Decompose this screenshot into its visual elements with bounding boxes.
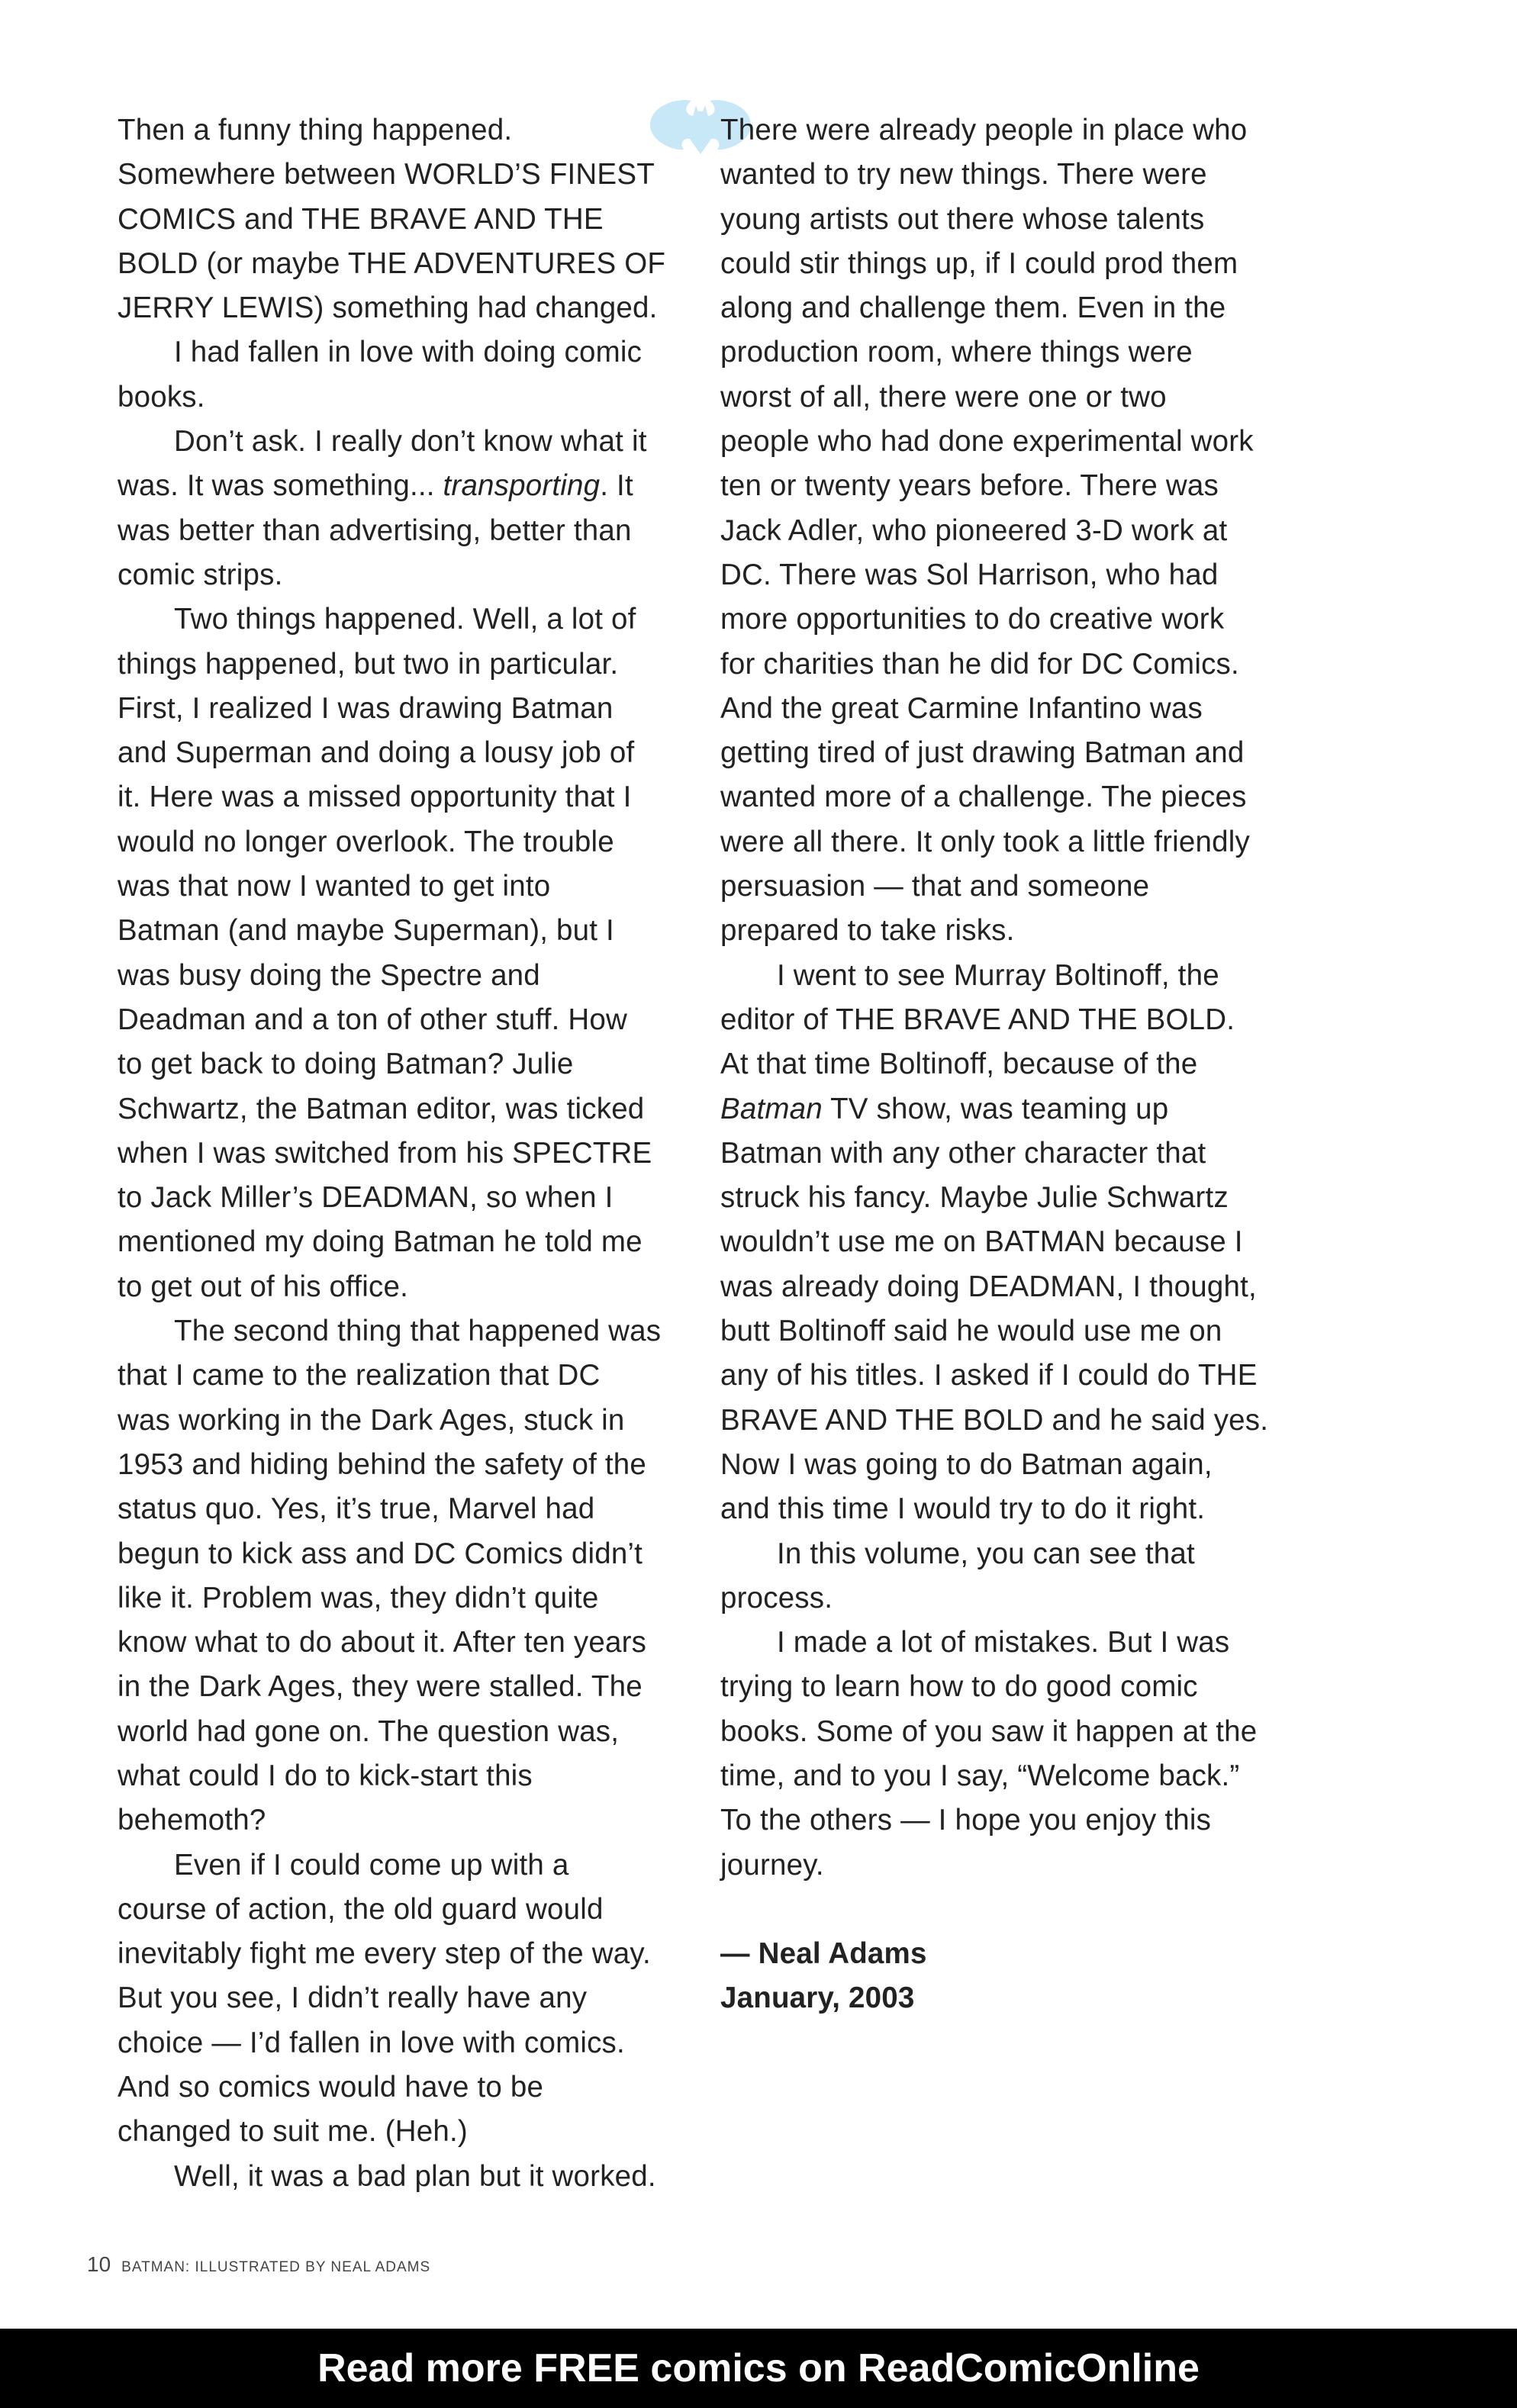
left-column-line: The second thing that happened was — [174, 1315, 662, 1348]
left-column-line: was better than advertising, better than — [118, 513, 632, 547]
left-column-line: Deadman and a ton of other stuff. How — [118, 1003, 628, 1036]
right-column-line: was already doing DEADMAN, I thought, — [720, 1270, 1257, 1303]
left-column-line: and Superman and doing a lousy job of — [118, 736, 635, 770]
left-column-line: behemoth? — [118, 1804, 266, 1837]
left-column-line: begun to kick ass and DC Comics didn’t — [118, 1537, 643, 1570]
right-column-line: were all there. It only took a little friendly — [720, 825, 1250, 858]
left-column-line: in the Dark Ages, they were stalled. The — [118, 1670, 643, 1704]
left-column-line: was working in the Dark Ages, stuck in — [118, 1403, 625, 1437]
right-column-line: Now I was going to do Batman again, — [720, 1447, 1213, 1481]
left-column-line: would no longer overlook. The trouble — [118, 825, 614, 858]
left-column-line: know what to do about it. After ten years — [118, 1626, 647, 1660]
right-column-line: production room, where things were — [720, 336, 1193, 369]
left-column-line: to Jack Miller’s DEADMAN, so when I — [118, 1181, 614, 1215]
left-column-line: that I came to the realization that DC — [118, 1359, 601, 1392]
left-column-line: was that now I wanted to get into — [118, 870, 551, 903]
right-column-line: along and challenge them. Even in the — [720, 291, 1226, 325]
right-column-line: getting tired of just drawing Batman and — [720, 736, 1245, 770]
right-column-line: wanted to try new things. There were — [720, 158, 1207, 192]
page-footer — [87, 2252, 430, 2283]
left-column-line: it. Here was a missed opportunity that I — [118, 781, 632, 814]
left-column-line: COMICS and THE BRAVE AND THE — [118, 202, 604, 236]
right-column-line: I made a lot of mistakes. But I was — [777, 1626, 1230, 1660]
left-column-line: Somewhere between WORLD’S FINEST — [118, 158, 655, 192]
right-column-line: process. — [720, 1581, 833, 1614]
right-text-column — [720, 108, 1300, 2021]
right-column-line: In this volume, you can see that — [777, 1537, 1195, 1570]
left-column-line: Well, it was a bad plan but it worked. — [174, 2159, 656, 2193]
right-column-line: time, and to you I say, “Welcome back.” — [720, 1759, 1240, 1792]
left-column-line: Don’t ask. I really don’t know what it — [174, 425, 647, 459]
left-column-line: was busy doing the Spectre and — [118, 958, 540, 992]
left-column-line: 1953 and hiding behind the safety of the — [118, 1447, 646, 1481]
running-title: BATMAN: ILLUSTRATED BY NEAL ADAMS — [121, 2259, 431, 2275]
left-column-line: First, I realized I was drawing Batman — [118, 691, 614, 725]
left-column-line: BOLD (or maybe THE ADVENTURES OF — [118, 246, 666, 280]
promo-banner — [0, 2329, 1517, 2408]
right-column-line: struck his fancy. Maybe Julie Schwartz — [720, 1181, 1229, 1215]
right-column-line: Batman with any other character that — [720, 1136, 1206, 1170]
right-column-line: for charities than he did for DC Comics. — [720, 647, 1239, 681]
left-column-line: world had gone on. The question was, — [118, 1714, 620, 1748]
italic-title: Batman — [720, 1092, 823, 1125]
left-column-line: status quo. Yes, it’s true, Marvel had — [118, 1492, 595, 1526]
left-column-line: And so comics would have to be — [118, 2071, 544, 2104]
right-column-lines — [720, 108, 1300, 1888]
left-column-line: Two things happened. Well, a lot of — [174, 603, 636, 636]
left-column-line: like it. Problem was, they didn’t quite — [118, 1581, 599, 1614]
page-number: 10 — [87, 2252, 111, 2276]
signature-date: January, 2003 — [720, 1981, 915, 2015]
left-column-line: to get back to doing Batman? Julie — [118, 1048, 574, 1081]
left-column-line: JERRY LEWIS) something had changed. — [118, 291, 658, 325]
left-column-line: to get out of his office. — [118, 1270, 408, 1303]
right-column-line: trying to learn how to do good comic — [720, 1670, 1198, 1704]
left-column-line: But you see, I didn’t really have any — [118, 1981, 588, 2015]
right-column-line: There were already people in place who — [720, 114, 1248, 146]
italic-title: transporting — [443, 469, 601, 503]
left-column-line: inevitably fight me every step of the way. — [118, 1937, 651, 1971]
right-column-line: To the others — I hope you enjoy this — [720, 1804, 1212, 1837]
right-column-line: more opportunities to do creative work — [720, 603, 1225, 636]
promo-banner-link[interactable]: Read more FREE comics on ReadComicOnline — [317, 2346, 1200, 2390]
right-column-line: worst of all, there were one or two — [720, 380, 1167, 414]
right-column-line: At that time Boltinoff, because of the — [720, 1048, 1198, 1081]
right-column-line: Batman TV show, was teaming up — [720, 1092, 1169, 1125]
right-column-line: ten or twenty years before. There was — [720, 469, 1219, 503]
left-column-line: mentioned my doing Batman he told me — [118, 1225, 643, 1259]
left-column-line: was. It was something... transporting. It — [118, 469, 633, 503]
left-column-line: course of action, the old guard would — [118, 1892, 604, 1926]
left-column-line: changed to suit me. (Heh.) — [118, 2115, 468, 2149]
left-column-line: Then a funny thing happened. — [118, 114, 513, 146]
right-column-line: young artists out there whose talents — [720, 202, 1205, 236]
right-column-line: DC. There was Sol Harrison, who had — [720, 558, 1219, 591]
left-column-line: what could I do to kick-start this — [118, 1759, 533, 1792]
right-column-line: editor of THE BRAVE AND THE BOLD. — [720, 1003, 1235, 1036]
left-column-line: Schwartz, the Batman editor, was ticked — [118, 1092, 645, 1125]
right-column-line: BRAVE AND THE BOLD and he said yes. — [720, 1403, 1269, 1437]
signature-name: — Neal Adams — [720, 1937, 927, 1971]
right-column-line: could stir things up, if I could prod them — [720, 246, 1238, 280]
right-column-line: any of his titles. I asked if I could do THE — [720, 1359, 1258, 1392]
left-column-line: comic strips. — [118, 558, 283, 591]
right-column-line: I went to see Murray Boltinoff, the — [777, 958, 1219, 992]
left-column-line: things happened, but two in particular. — [118, 647, 619, 681]
right-column-line: books. Some of you saw it happen at the — [720, 1714, 1258, 1748]
left-column-line: Batman (and maybe Superman), but I — [118, 914, 614, 948]
right-column-line: And the great Carmine Infantino was — [720, 691, 1203, 725]
right-column-line: butt Boltinoff said he would use me on — [720, 1315, 1222, 1348]
left-column-line: choice — I’d fallen in love with comics. — [118, 2026, 625, 2059]
right-column-line: wouldn’t use me on BATMAN because I — [720, 1225, 1243, 1259]
left-column-line: I had fallen in love with doing comic — [174, 336, 643, 369]
right-column-line: and this time I would try to do it right. — [720, 1492, 1206, 1526]
right-column-line: journey. — [720, 1848, 824, 1882]
right-column-line: persuasion — that and someone — [720, 870, 1150, 903]
right-column-line: people who had done experimental work — [720, 425, 1254, 459]
right-column-line: prepared to take risks. — [720, 914, 1015, 948]
right-column-line: Jack Adler, who pioneered 3-D work at — [720, 513, 1228, 547]
left-column-line: Even if I could come up with a — [174, 1848, 569, 1882]
left-column-line: when I was switched from his SPECTRE — [118, 1136, 652, 1170]
left-column-line: books. — [118, 380, 205, 414]
left-text-column — [118, 108, 697, 2199]
right-column-line: wanted more of a challenge. The pieces — [720, 781, 1247, 814]
